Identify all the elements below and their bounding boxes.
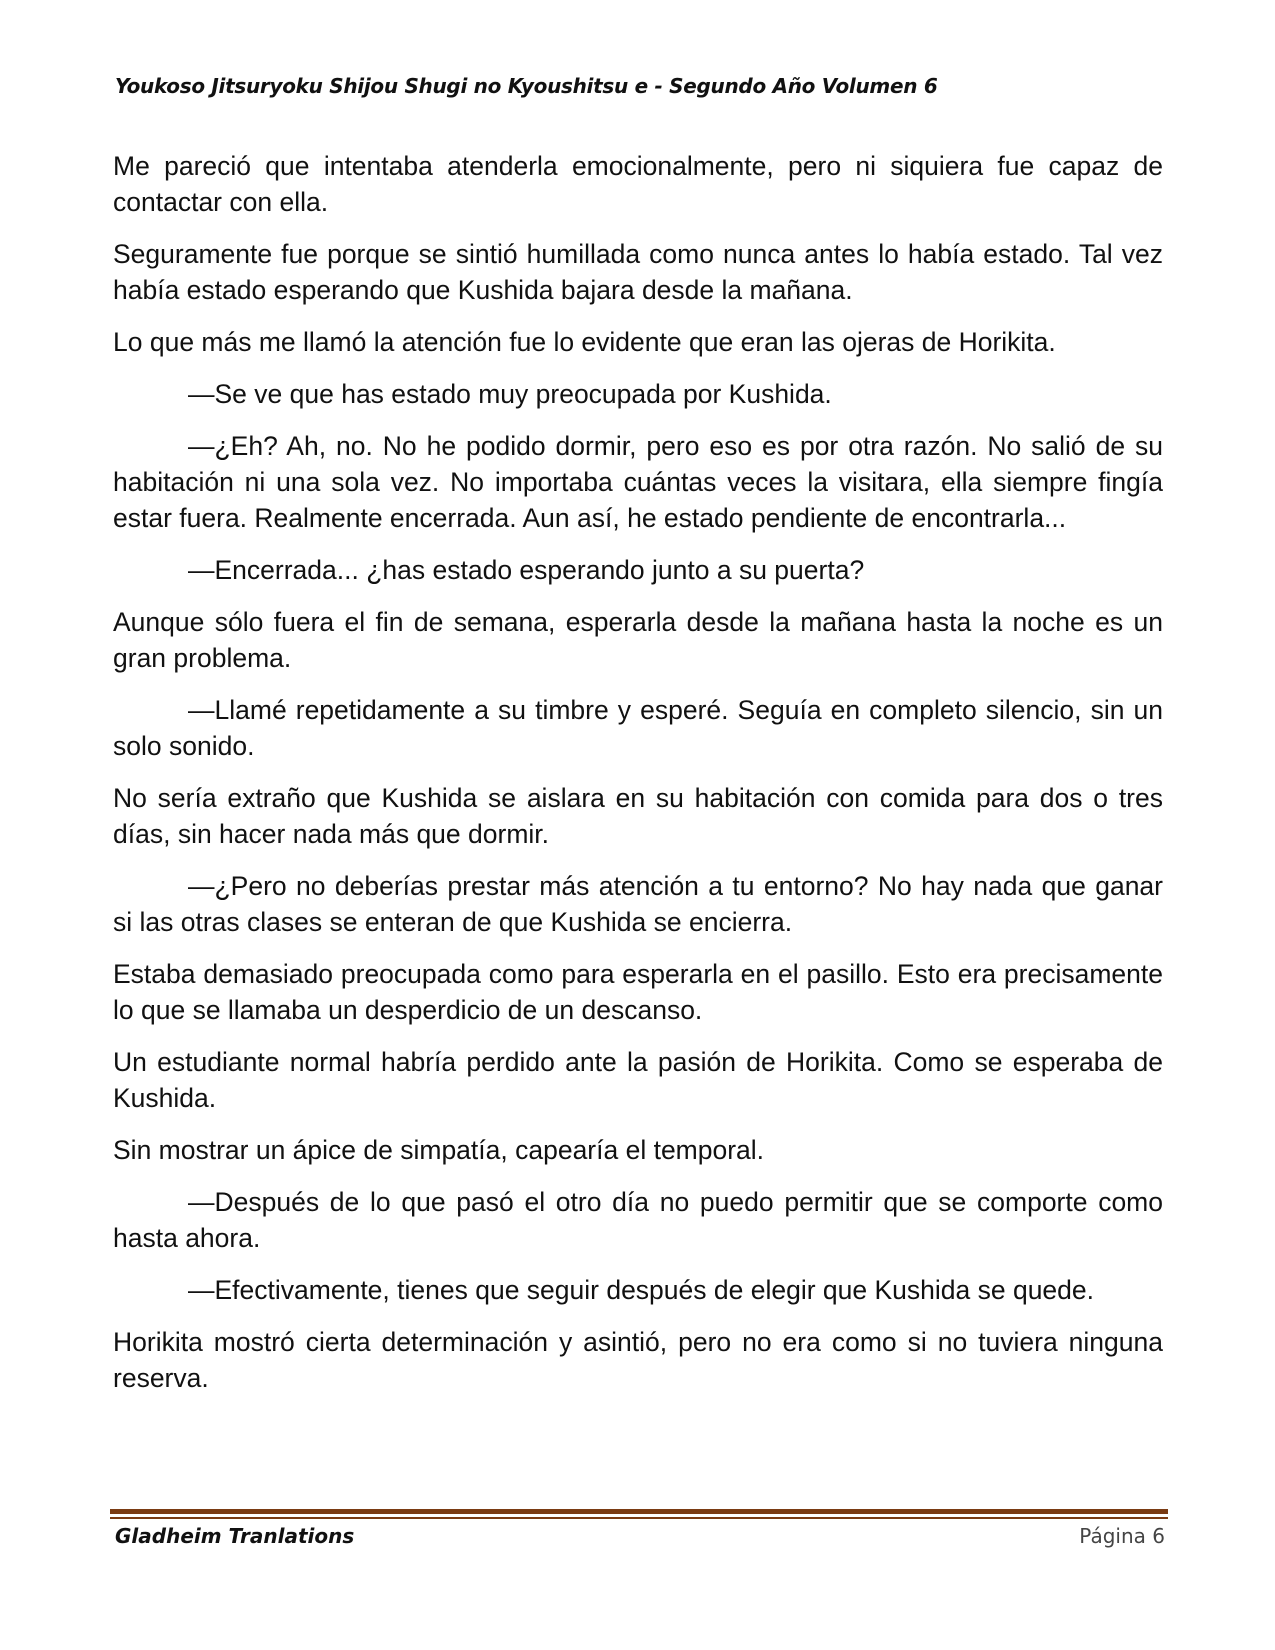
- paragraph-16: Horikita mostró cierta determinación y asintió, pero no era como si no tuviera ninguna reserva.: [113, 1327, 1163, 1393]
- paragraph-9: No sería extraño que Kushida se aislara en su habitación con comida para dos o tres días, sin hacer nada más que dormir.: [113, 783, 1163, 849]
- dialog-line-14: —Después de lo que pasó el otro día no puedo permitir que se comporte como hasta ahora.: [113, 1187, 1163, 1253]
- paragraph-2: Seguramente fue porque se sintió humillada como nunca antes lo había estado. Tal vez había estado esperando que Kushida bajara desde la mañana.: [113, 239, 1163, 305]
- page-body: [113, 148, 1163, 1412]
- footer-rule-thin: [110, 1517, 1168, 1519]
- paragraph-13: Sin mostrar un ápice de simpatía, capearía el temporal.: [113, 1135, 765, 1165]
- page-number: 6: [1152, 1524, 1165, 1548]
- dialog-line-8: —Llamé repetidamente a su timbre y esperé. Seguía en completo silencio, sin un solo sonido.: [113, 695, 1163, 761]
- paragraph-7: Aunque sólo fuera el fin de semana, esperarla desde la mañana hasta la noche es un gran problema.: [113, 607, 1163, 673]
- page-label: Página: [1079, 1524, 1146, 1548]
- dialog-line-6: —Encerrada... ¿has estado esperando junto a su puerta?: [188, 555, 865, 585]
- dialog-line-15: —Efectivamente, tienes que seguir después de elegir que Kushida se quede.: [188, 1275, 1095, 1305]
- dialog-line-5: —¿Eh? Ah, no. No he podido dormir, pero eso es por otra razón. No salió de su habitación ni una sola vez. No importaba cuántas veces la visitara, ella siempre fingía estar fuera. Realmente encerrada. Aun así, he estado pendiente de encontrarla...: [113, 431, 1163, 533]
- dialog-line-10: —¿Pero no deberías prestar más atención a tu entorno? No hay nada que ganar si las otras clases se enteran de que Kushida se encierra.: [113, 871, 1163, 937]
- paragraph-12: Un estudiante normal habría perdido ante la pasión de Horikita. Como se esperaba de Kushida.: [113, 1047, 1163, 1113]
- paragraph-11: Estaba demasiado preocupada como para esperarla en el pasillo. Esto era precisamente lo que se llamaba un desperdicio de un descanso.: [113, 959, 1163, 1025]
- running-header: Youkoso Jitsuryoku Shijou Shugi no Kyoushitsu e - Segundo Año Volumen 6: [115, 74, 938, 98]
- footer-rule-thick: [110, 1509, 1168, 1514]
- paragraph-1: Me pareció que intentaba atenderla emocionalmente, pero ni siquiera fue capaz de contactar con ella.: [113, 151, 1163, 217]
- footer-credit: Gladheim Tranlations: [115, 1524, 355, 1548]
- page-number-label: [1079, 1524, 1165, 1548]
- dialog-line-4: —Se ve que has estado muy preocupada por Kushida.: [188, 379, 832, 409]
- paragraph-3: Lo que más me llamó la atención fue lo evidente que eran las ojeras de Horikita.: [113, 327, 1056, 357]
